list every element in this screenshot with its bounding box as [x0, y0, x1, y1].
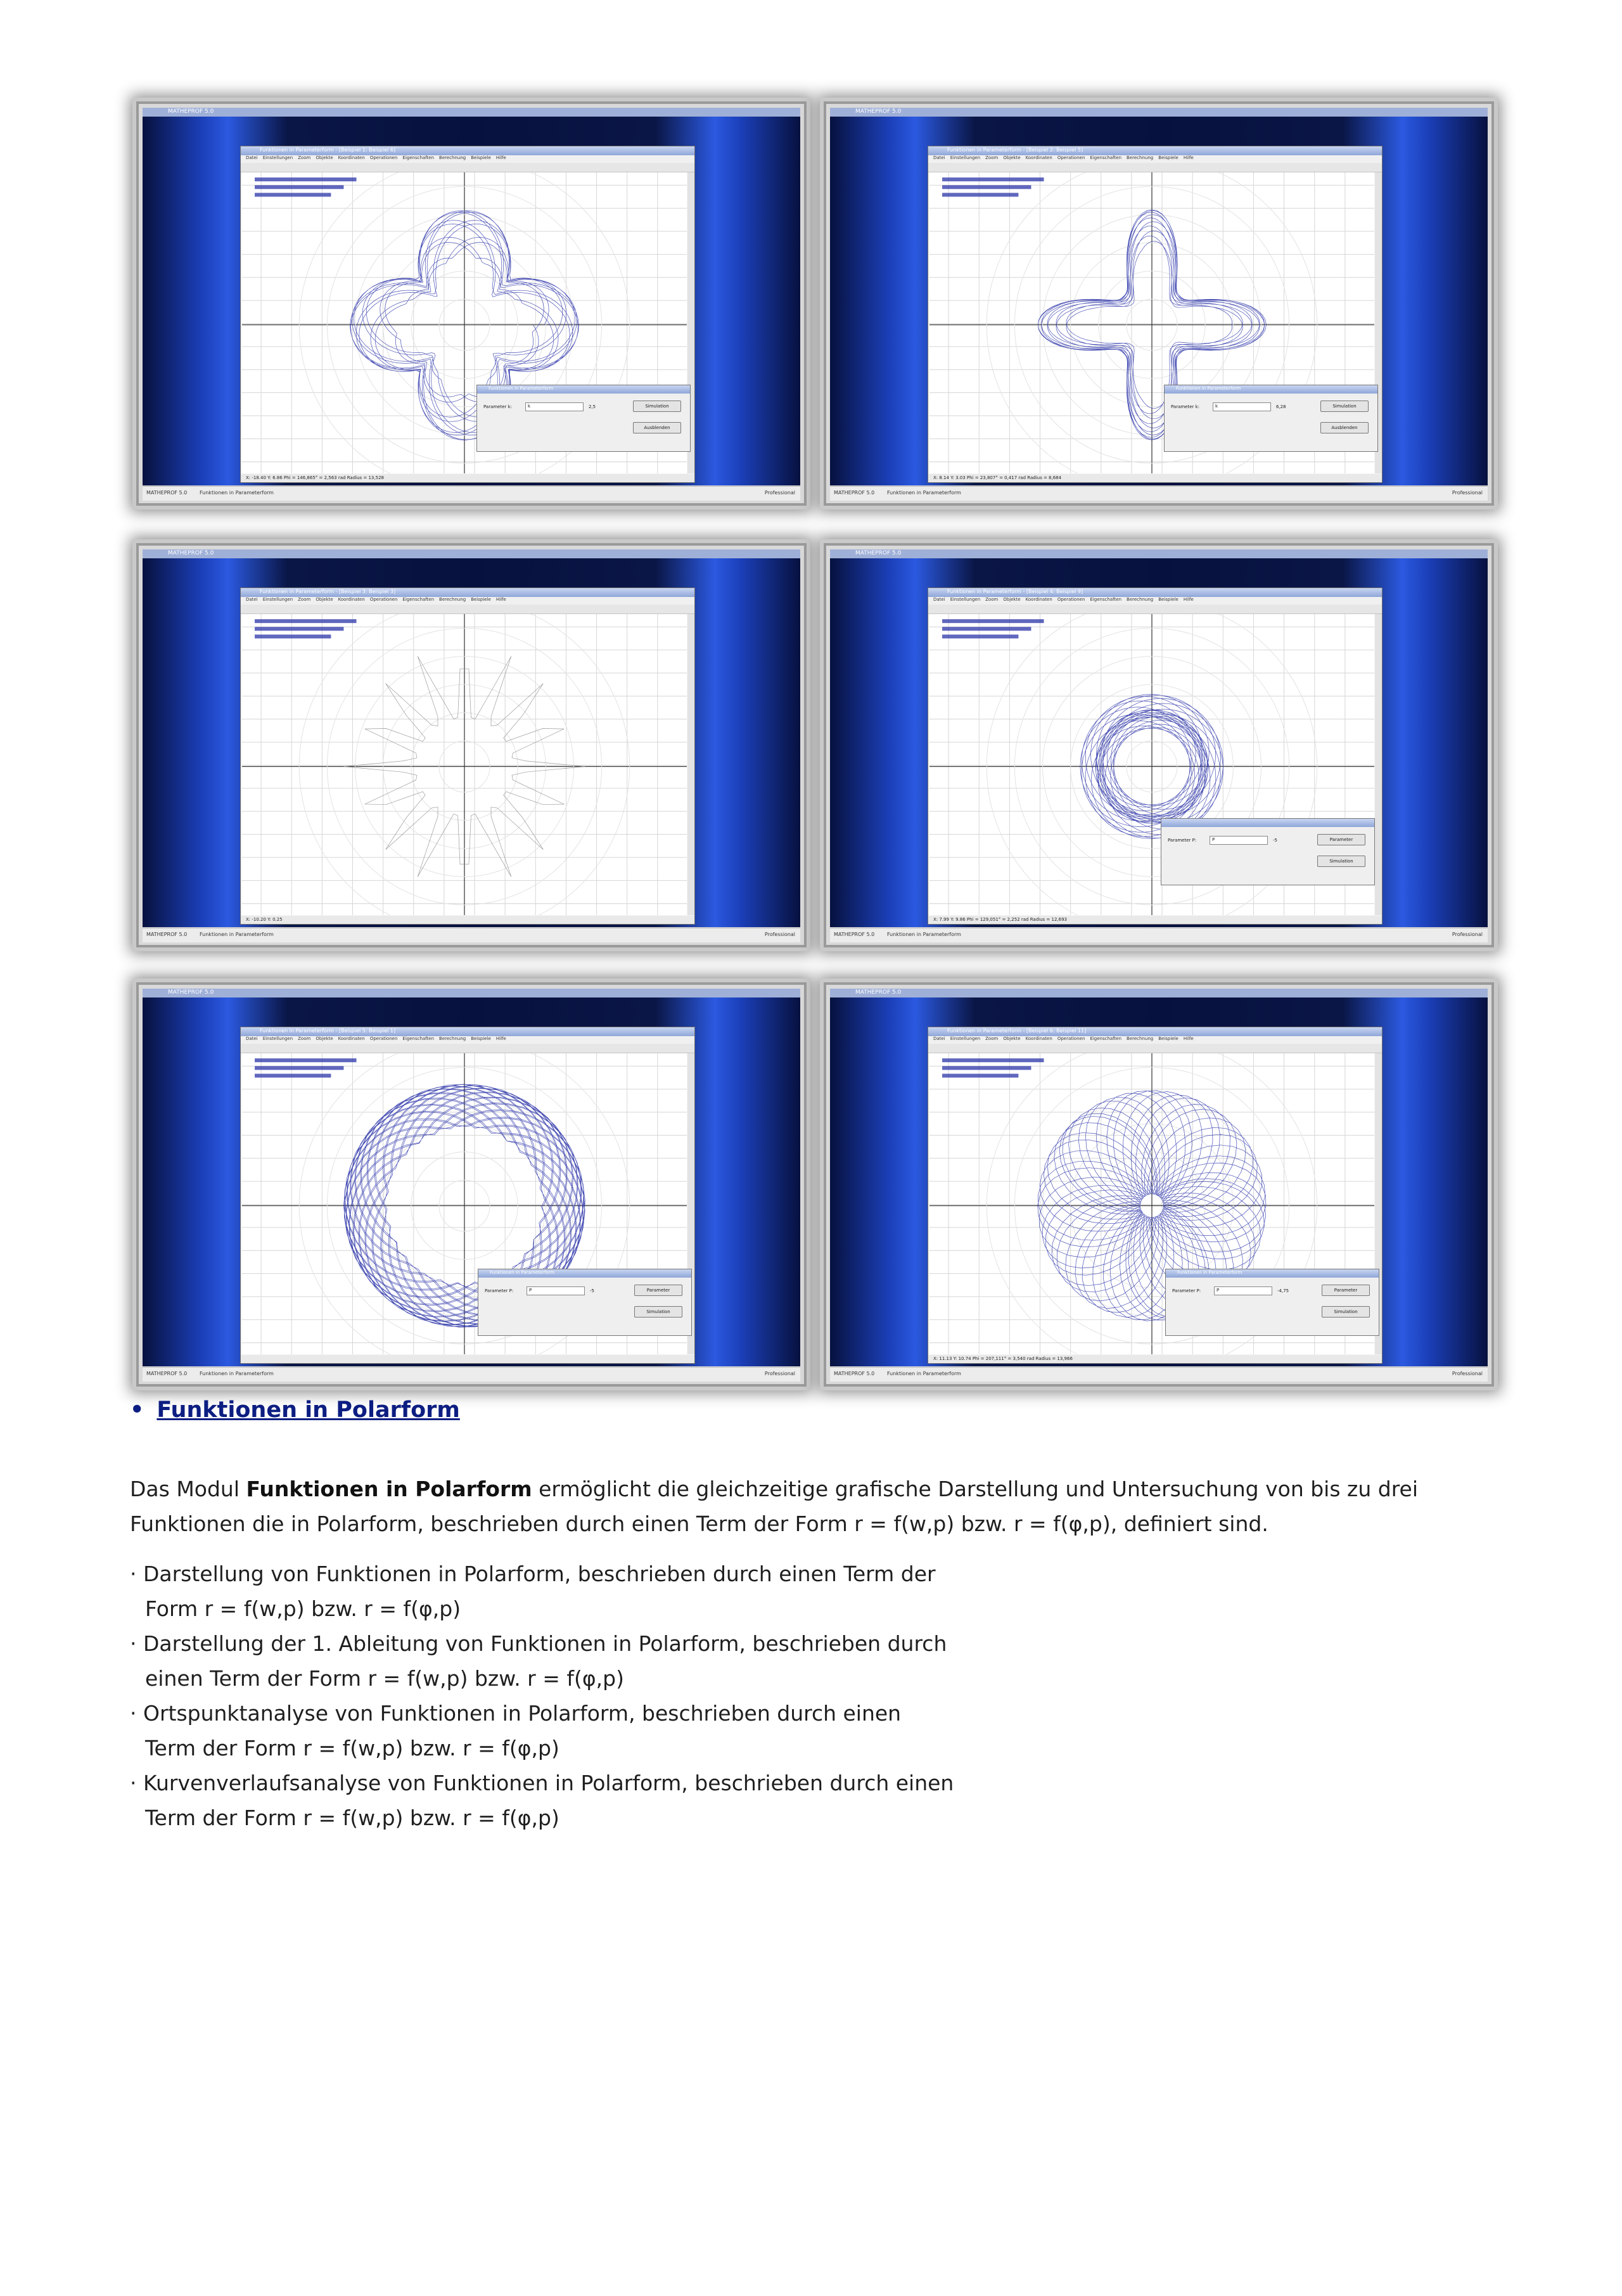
- taskbar: [143, 928, 800, 942]
- intro-line-2: Funktionen die in Polarform, beschrieben durch einen Term der Form r = f(w,p) bzw. r = f(φ,p), definiert sind.: [130, 1511, 1268, 1536]
- app-title: MATHEPROF 5.0: [168, 989, 214, 996]
- dialog-button[interactable]: Simulation: [634, 1306, 682, 1318]
- taskbar: [143, 486, 800, 501]
- list-item-line: Form r = f(w,p) bzw. r = f(φ,p): [145, 1596, 461, 1621]
- dialog-button[interactable]: Simulation: [1317, 856, 1365, 867]
- formula-line: [942, 634, 1018, 638]
- dialog-button[interactable]: Ausblenden: [633, 422, 681, 433]
- window-statusbar: [241, 1355, 694, 1363]
- formula-line: [255, 185, 343, 189]
- menu-bar: [928, 597, 1382, 605]
- menu-item[interactable]: Datei: [933, 597, 945, 602]
- list-item-line: Term der Form r = f(w,p) bzw. r = f(φ,p): [145, 1736, 559, 1760]
- window-titlebar: [241, 588, 694, 597]
- parameter-select[interactable]: [1213, 402, 1271, 411]
- formula-line: [942, 185, 1031, 189]
- menu-item[interactable]: Eigenschaften: [402, 597, 435, 602]
- menu-item[interactable]: Einstellungen: [950, 155, 981, 160]
- coordinates-readout: X: 11.13 Y: 10.74 Phi = 207,111° = 3,540 rad Radius = 13,966: [933, 1356, 1073, 1361]
- menu-item[interactable]: Datei: [246, 1036, 258, 1041]
- menu-item[interactable]: Hilfe: [495, 597, 506, 602]
- app-title: MATHEPROF 5.0: [168, 108, 214, 115]
- list-item-line: · Kurvenverlaufsanalyse von Funktionen in Polarform, beschrieben durch einen: [130, 1771, 954, 1795]
- bullet-icon: •: [130, 1397, 144, 1423]
- app-title: MATHEPROF 5.0: [855, 108, 902, 115]
- dialog-titlebar: [1161, 819, 1374, 827]
- menu-item[interactable]: Einstellungen: [262, 155, 293, 160]
- parameter-dialog: [478, 1269, 692, 1336]
- formula-line: [255, 619, 356, 623]
- formula-line: [942, 1066, 1031, 1070]
- window-title: Funktionen in Parameterform - [Beispiel 3: Beispiel 3]: [260, 589, 396, 594]
- menu-item[interactable]: Operationen: [369, 1036, 398, 1041]
- screenshot-tile: [136, 982, 807, 1387]
- parameter-select[interactable]: [1210, 836, 1268, 845]
- menu-bar: [241, 1036, 694, 1044]
- menu-item[interactable]: Koordinaten: [1025, 1036, 1052, 1041]
- window-title: Funktionen in Parameterform - [Beispiel 6: Beispiel 11]: [947, 1028, 1087, 1034]
- taskbar-window[interactable]: Funktionen in Parameterform: [887, 932, 961, 937]
- formula-line: [942, 1058, 1044, 1062]
- window-title: Funktionen in Parameterform - [Beispiel 4: Beispiel 9]: [947, 589, 1083, 594]
- formula-line: [942, 1074, 1018, 1077]
- menu-item[interactable]: Beispiele: [1158, 1036, 1178, 1041]
- menu-item[interactable]: Objekte: [1003, 155, 1021, 160]
- parameter-select-value: P: [529, 1288, 532, 1293]
- list-item-line: Term der Form r = f(w,p) bzw. r = f(φ,p): [145, 1805, 559, 1830]
- taskbar-app[interactable]: MATHEPROF 5.0: [146, 932, 188, 937]
- app-titlebar: [143, 989, 800, 997]
- edition-label: Professional: [764, 490, 795, 496]
- list-item: [130, 1626, 954, 1696]
- menu-item[interactable]: Zoom: [298, 1036, 311, 1041]
- edition-label: Professional: [1452, 1371, 1483, 1376]
- parameter-select-value: k: [528, 404, 531, 409]
- formula-line: [255, 177, 356, 181]
- formula-line: [942, 177, 1044, 181]
- taskbar-window[interactable]: Funktionen in Parameterform: [200, 1371, 274, 1376]
- intro-text-cont: ermöglicht die gleichzeitige grafische Darstellung und Untersuchung von bis zu drei: [532, 1477, 1419, 1501]
- taskbar-app[interactable]: MATHEPROF 5.0: [146, 1371, 188, 1376]
- window-statusbar: [928, 1355, 1382, 1363]
- dialog-title: Funktionen in Parameterform: [1176, 386, 1241, 391]
- menu-item[interactable]: Operationen: [1057, 155, 1085, 160]
- section-heading-link[interactable]: Funktionen in Polarform: [156, 1397, 460, 1423]
- parameter-label: Parameter k:: [483, 404, 513, 409]
- formula-line: [255, 634, 331, 638]
- formula-line: [255, 1058, 356, 1062]
- taskbar: [830, 1367, 1488, 1382]
- dialog-title: Funktionen in Parameterform: [490, 1270, 555, 1275]
- parameter-value: -5: [590, 1288, 594, 1293]
- menu-item[interactable]: Operationen: [1057, 1036, 1085, 1041]
- menu-item[interactable]: Eigenschaften: [402, 155, 435, 160]
- app-window: [240, 587, 695, 925]
- app-titlebar: [830, 108, 1488, 117]
- parameter-dialog: [1164, 385, 1378, 452]
- parameter-select[interactable]: [525, 402, 584, 411]
- window-statusbar: [241, 916, 694, 924]
- menu-item[interactable]: Hilfe: [495, 1036, 506, 1041]
- app-titlebar: [830, 989, 1488, 997]
- toolbar: [241, 605, 694, 614]
- menu-item[interactable]: Datei: [246, 597, 258, 602]
- menu-item[interactable]: Berechnung: [439, 1036, 466, 1041]
- menu-item[interactable]: Zoom: [985, 1036, 999, 1041]
- list-item-line: einen Term der Form r = f(w,p) bzw. r = f(φ,p): [145, 1666, 624, 1691]
- window-statusbar: [928, 474, 1382, 482]
- scrollbar[interactable]: [1375, 614, 1382, 915]
- menu-bar: [928, 155, 1382, 163]
- menu-item[interactable]: Berechnung: [1127, 155, 1154, 160]
- taskbar: [143, 1367, 800, 1382]
- menu-bar: [241, 597, 694, 605]
- parameter-select-value: P: [1216, 1288, 1220, 1293]
- menu-item[interactable]: Beispiele: [471, 155, 491, 160]
- formula-line: [255, 1066, 343, 1070]
- menu-item[interactable]: Berechnung: [1127, 1036, 1154, 1041]
- parameter-label: Parameter P:: [1168, 838, 1197, 843]
- dialog-title: Funktionen in Parameterform: [489, 386, 554, 391]
- list-item-line: · Darstellung der 1. Ableitung von Funktionen in Polarform, beschrieben durch: [130, 1631, 947, 1656]
- formula-line: [942, 627, 1031, 631]
- menu-item[interactable]: Eigenschaften: [1090, 597, 1122, 602]
- parameter-value: -5: [1273, 838, 1277, 843]
- menu-item[interactable]: Koordinaten: [338, 597, 365, 602]
- edition-label: Professional: [764, 1371, 795, 1376]
- intro-text: Das Modul: [130, 1477, 246, 1501]
- menu-item[interactable]: Zoom: [298, 155, 311, 160]
- list-item-line: · Darstellung von Funktionen in Polarform, beschrieben durch einen Term der: [130, 1562, 936, 1586]
- menu-item[interactable]: Datei: [246, 155, 258, 160]
- taskbar-app[interactable]: MATHEPROF 5.0: [146, 490, 188, 496]
- taskbar-window[interactable]: Funktionen in Parameterform: [200, 932, 274, 937]
- list-item: [130, 1766, 954, 1835]
- menu-item[interactable]: Berechnung: [439, 155, 466, 160]
- menu-item[interactable]: Einstellungen: [950, 1036, 981, 1041]
- plot-area: [242, 614, 687, 915]
- taskbar-app[interactable]: MATHEPROF 5.0: [834, 490, 875, 496]
- dialog-titlebar: [477, 385, 690, 394]
- taskbar: [830, 928, 1488, 942]
- menu-item[interactable]: Einstellungen: [262, 597, 293, 602]
- screenshot-tile: [824, 982, 1494, 1387]
- menu-item[interactable]: Hilfe: [1183, 155, 1194, 160]
- menu-item[interactable]: Koordinaten: [338, 1036, 365, 1041]
- menu-item[interactable]: Eigenschaften: [1090, 1036, 1122, 1041]
- parameter-select-value: k: [1215, 404, 1218, 409]
- dialog-button[interactable]: Simulation: [1322, 1306, 1370, 1318]
- dialog-button[interactable]: Simulation: [1320, 401, 1369, 412]
- parameter-select[interactable]: [1214, 1286, 1272, 1295]
- taskbar-window[interactable]: Funktionen in Parameterform: [887, 490, 961, 496]
- menu-item[interactable]: Datei: [933, 155, 945, 160]
- menu-bar: [241, 155, 694, 163]
- section-heading-row: [130, 1397, 460, 1423]
- parameter-label: Parameter P:: [485, 1288, 514, 1293]
- taskbar-app[interactable]: MATHEPROF 5.0: [834, 1371, 875, 1376]
- list-item-line: · Ortspunktanalyse von Funktionen in Polarform, beschrieben durch einen: [130, 1701, 902, 1726]
- coordinates-readout: X: 8.14 Y: 3.03 Phi = 23,807° = 0,417 rad Radius = 8,684: [933, 475, 1062, 480]
- menu-item[interactable]: Objekte: [316, 597, 333, 602]
- taskbar-window[interactable]: Funktionen in Parameterform: [200, 490, 274, 496]
- window-titlebar: [928, 1027, 1382, 1036]
- app-title: MATHEPROF 5.0: [855, 989, 902, 996]
- menu-item[interactable]: Zoom: [985, 597, 999, 602]
- window-statusbar: [241, 474, 694, 482]
- intro-bold: Funktionen in Polarform: [246, 1477, 532, 1501]
- screenshot-tile: [824, 543, 1494, 947]
- intro-paragraph: [130, 1472, 1498, 1541]
- app-titlebar: [143, 108, 800, 117]
- dialog-button[interactable]: Parameter: [1322, 1285, 1370, 1296]
- dialog-titlebar: [1165, 385, 1377, 394]
- parameter-dialog: [476, 385, 691, 452]
- menu-item[interactable]: Hilfe: [495, 155, 506, 160]
- menu-item[interactable]: Koordinaten: [1025, 155, 1052, 160]
- app-title: MATHEPROF 5.0: [855, 550, 902, 556]
- edition-label: Professional: [764, 932, 795, 937]
- formula-line: [255, 627, 343, 631]
- menu-item[interactable]: Objekte: [1003, 597, 1021, 602]
- parameter-value: 6,28: [1276, 404, 1286, 409]
- list-item: [130, 1696, 954, 1766]
- menu-item[interactable]: Beispiele: [471, 597, 491, 602]
- coordinates-readout: X: -18.40 Y: 6.86 Phi = 146,865° = 2,563 rad Radius = 13,528: [246, 475, 384, 480]
- parameter-dialog: [1161, 818, 1375, 885]
- menu-item[interactable]: Einstellungen: [262, 1036, 293, 1041]
- formula-line: [942, 193, 1018, 196]
- parameter-select[interactable]: [527, 1286, 585, 1295]
- parameter-value: 2,5: [589, 404, 596, 409]
- menu-bar: [928, 1036, 1382, 1044]
- menu-item[interactable]: Hilfe: [1183, 1036, 1194, 1041]
- menu-item[interactable]: Zoom: [985, 155, 999, 160]
- menu-item[interactable]: Beispiele: [1158, 597, 1178, 602]
- app-title: MATHEPROF 5.0: [168, 550, 214, 556]
- toolbar: [928, 163, 1382, 172]
- menu-item[interactable]: Einstellungen: [950, 597, 981, 602]
- menu-item[interactable]: Objekte: [316, 1036, 333, 1041]
- dialog-button[interactable]: Parameter: [1317, 834, 1365, 845]
- app-titlebar: [143, 549, 800, 558]
- window-statusbar: [928, 916, 1382, 924]
- parameter-value: -4,75: [1277, 1288, 1289, 1293]
- toolbar: [928, 1044, 1382, 1053]
- coordinates-readout: X: -10.20 Y: 0.25: [246, 917, 283, 922]
- window-titlebar: [241, 1027, 694, 1036]
- screenshot-tile: [136, 101, 807, 506]
- dialog-button[interactable]: Simulation: [633, 401, 681, 412]
- menu-item[interactable]: Datei: [933, 1036, 945, 1041]
- parameter-dialog: [1165, 1269, 1379, 1336]
- dialog-title: Funktionen in Parameterform: [1177, 1270, 1242, 1275]
- menu-item[interactable]: Objekte: [1003, 1036, 1021, 1041]
- window-titlebar: [241, 146, 694, 155]
- toolbar: [241, 163, 694, 172]
- menu-item[interactable]: Koordinaten: [1025, 597, 1052, 602]
- window-title: Funktionen in Parameterform - [Beispiel 5: Beispiel 1]: [260, 1028, 396, 1034]
- parameter-select-value: P: [1212, 837, 1215, 842]
- coordinates-readout: X: 7.99 Y: 9.86 Phi = 129,051° = 2,252 rad Radius = 12,693: [933, 917, 1067, 922]
- plot-graphic: [242, 614, 687, 915]
- menu-item[interactable]: Operationen: [369, 155, 398, 160]
- menu-item[interactable]: Hilfe: [1183, 597, 1194, 602]
- dialog-button[interactable]: Ausblenden: [1320, 422, 1369, 433]
- taskbar-app[interactable]: MATHEPROF 5.0: [834, 932, 875, 937]
- window-titlebar: [928, 588, 1382, 597]
- menu-item[interactable]: Zoom: [298, 597, 311, 602]
- list-item: [130, 1556, 954, 1626]
- formula-line: [255, 1074, 331, 1077]
- window-title: Funktionen in Parameterform - [Beispiel 2: Beispiel 5]: [947, 147, 1083, 153]
- screenshot-tile: [136, 543, 807, 947]
- parameter-label: Parameter P:: [1172, 1288, 1201, 1293]
- taskbar: [830, 486, 1488, 501]
- scrollbar[interactable]: [687, 614, 694, 915]
- screenshot-tile: [824, 101, 1494, 506]
- menu-item[interactable]: Operationen: [1057, 597, 1085, 602]
- menu-item[interactable]: Berechnung: [439, 597, 466, 602]
- toolbar: [928, 605, 1382, 614]
- menu-item[interactable]: Objekte: [316, 155, 333, 160]
- formula-line: [942, 619, 1044, 623]
- feature-list: [130, 1556, 954, 1835]
- toolbar: [241, 1044, 694, 1053]
- dialog-titlebar: [478, 1269, 691, 1278]
- menu-item[interactable]: Berechnung: [1127, 597, 1154, 602]
- edition-label: Professional: [1452, 490, 1483, 496]
- parameter-label: Parameter k:: [1171, 404, 1200, 409]
- menu-item[interactable]: Koordinaten: [338, 155, 365, 160]
- edition-label: Professional: [1452, 932, 1483, 937]
- taskbar-window[interactable]: Funktionen in Parameterform: [887, 1371, 961, 1376]
- window-title: Funktionen in Parameterform - [Beispiel 1: Beispiel 6]: [260, 147, 396, 153]
- menu-item[interactable]: Beispiele: [471, 1036, 491, 1041]
- menu-item[interactable]: Operationen: [369, 597, 398, 602]
- dialog-button[interactable]: Parameter: [634, 1285, 682, 1296]
- dialog-titlebar: [1166, 1269, 1379, 1278]
- menu-item[interactable]: Eigenschaften: [1090, 155, 1122, 160]
- app-titlebar: [830, 549, 1488, 558]
- menu-item[interactable]: Eigenschaften: [402, 1036, 435, 1041]
- formula-line: [255, 193, 331, 196]
- menu-item[interactable]: Beispiele: [1158, 155, 1178, 160]
- window-titlebar: [928, 146, 1382, 155]
